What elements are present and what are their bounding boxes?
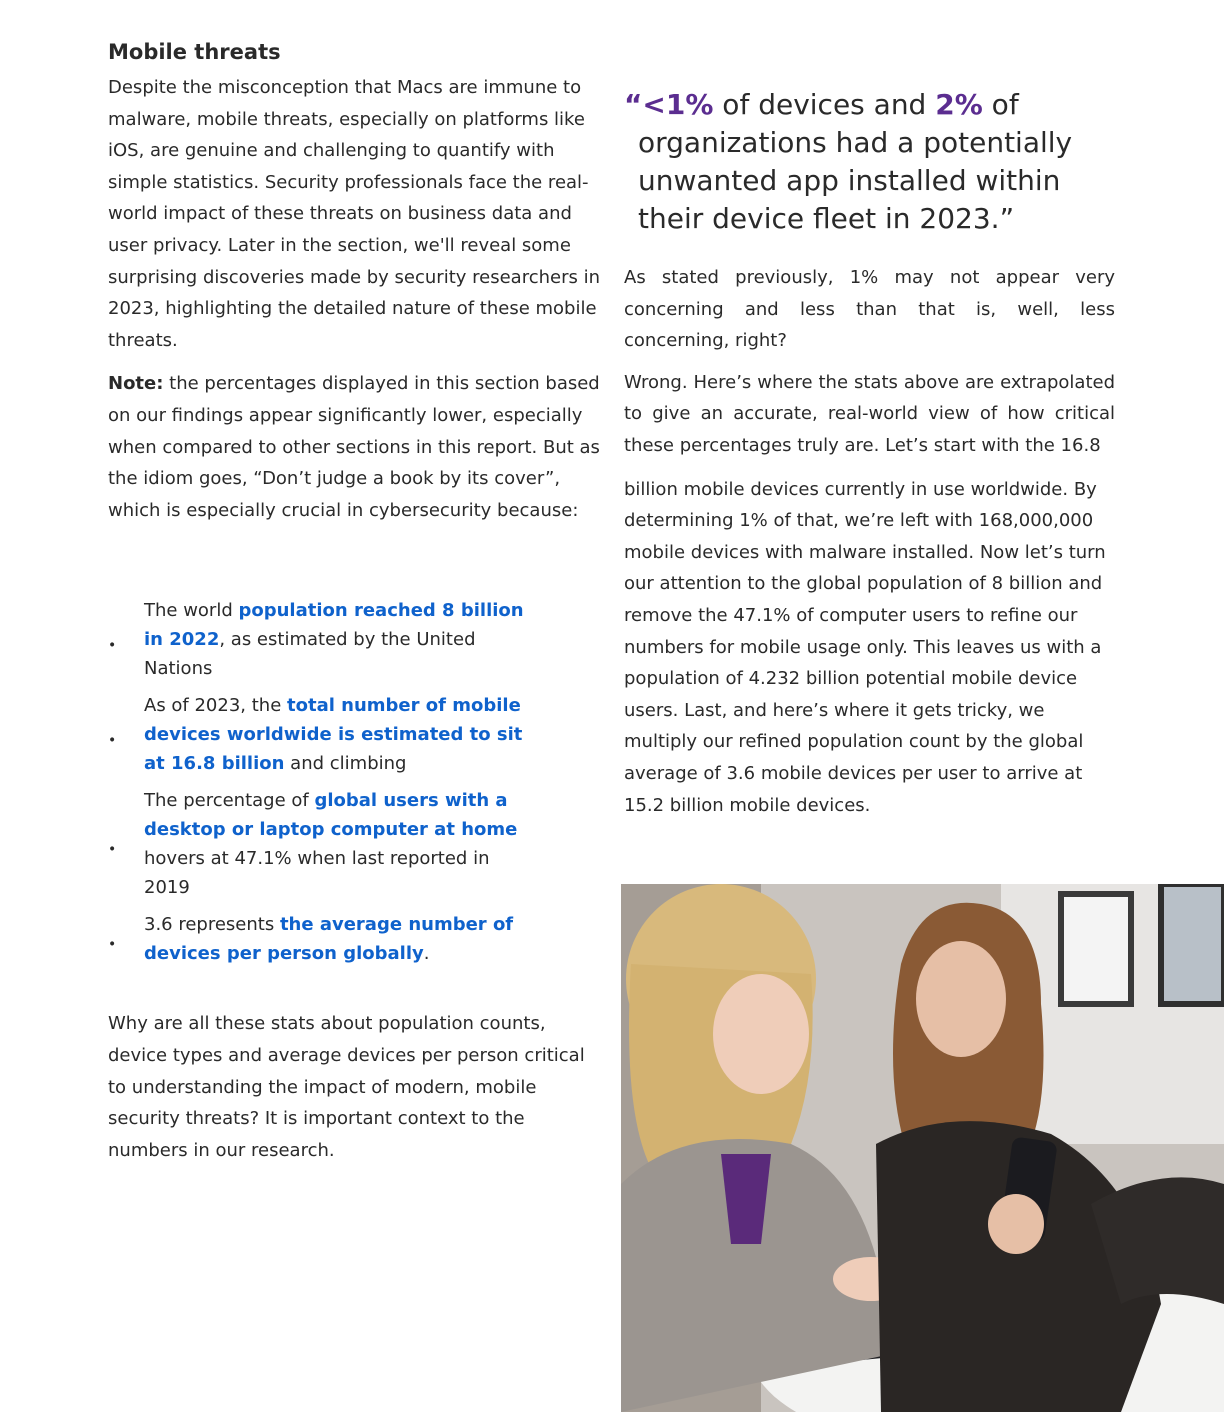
left-column: [108, 36, 603, 1166]
paragraph-wrong: Wrong. Here’s where the stats above are extrapolated to give an accurate, real-world view of how critical these percentages truly are. Let’s start with the 16.8: [624, 371, 1115, 456]
stats-list: [108, 596, 603, 968]
bullet-text: As of 2023, the: [144, 695, 287, 717]
bullet-text: .: [423, 943, 430, 965]
right-column: [624, 86, 1115, 821]
bullet-text: 3.6 represents: [144, 914, 280, 936]
list-item: [108, 786, 524, 902]
bullet-text: The percentage of: [144, 790, 315, 812]
pull-quote: [624, 86, 1115, 238]
note-paragraph: [108, 368, 603, 526]
quote-text: of organizations had a potentially unwanted app installed within their device fleet in 2023.”: [638, 88, 1073, 235]
quote-text: of devices and: [713, 88, 936, 121]
bullet-text: , as estimated by the United Nations: [144, 629, 476, 680]
quote-highlight-orgs: 2%: [935, 88, 983, 121]
bullet-icon: •: [108, 936, 117, 953]
bullet-icon: •: [108, 841, 117, 858]
list-item: [108, 910, 524, 968]
computer-users-link[interactable]: global users with a desktop or laptop computer at home: [144, 790, 518, 841]
paragraph-stated-previously: As stated previously, 1% may not appear very concerning and less than that is, well, less concerning, right?: [624, 267, 1115, 352]
paragraph-calculation: billion mobile devices currently in use worldwide. By determining 1% of that, we’re left with 168,000,000 mobile devices with malware installed. Now let’s turn our attention to the global population of 8 billion and remove the 47.1% of computer users to refine our numbers for mobile usage only. This leaves us with a population of 4.232 billion potential mobile device users. Last, and here’s where it gets tricky, we multiply our refined population count by the global average of 3.6 mobile devices per user to arrive at 15.2 billion mobile devices.: [624, 478, 1106, 816]
quote-highlight-devices: <1%: [642, 88, 714, 121]
note-label: Note:: [108, 373, 164, 395]
bullet-text: and climbing: [284, 753, 407, 775]
quote-open-mark: “: [624, 88, 643, 121]
list-item: [108, 691, 524, 778]
bullet-icon: •: [108, 637, 117, 654]
list-item: [108, 596, 524, 683]
section-heading: Mobile threats: [108, 40, 281, 64]
bullet-text: hovers at 47.1% when last reported in 2019: [144, 848, 490, 899]
photo-illustration: [621, 884, 1224, 1412]
bullet-icon: •: [108, 732, 117, 749]
bullet-text: The world: [144, 600, 239, 622]
population-link[interactable]: population reached 8 billion in 2022: [144, 600, 524, 651]
intro-paragraph: Despite the misconception that Macs are immune to malware, mobile threats, especially on platforms like iOS, are genuine and challenging to quantify with simple statistics. Security professionals face the real-world impact of these threats on business data and user privacy. Later in the section, we'll reveal some surprising discoveries made by security researchers in 2023, highlighting the detailed nature of these mobile threats.: [108, 77, 600, 351]
photo-two-women-phone: [621, 884, 1224, 1412]
note-text: the percentages displayed in this section based on our findings appear significantly lower, especially when compared to other sections in this report. But as the idiom goes, “Don’t judge a book by its cover”, which is especially crucial in cybersecurity because:: [108, 373, 600, 521]
mobile-devices-link[interactable]: total number of mobile devices worldwide is estimated to sit at 16.8 billion: [144, 695, 523, 775]
devices-per-person-link[interactable]: the average number of devices per person globally: [144, 914, 514, 965]
why-paragraph: Why are all these stats about population counts, device types and average devices per person critical to understanding the impact of modern, mobile security threats? It is important context to the numbers in our research.: [108, 1013, 585, 1161]
